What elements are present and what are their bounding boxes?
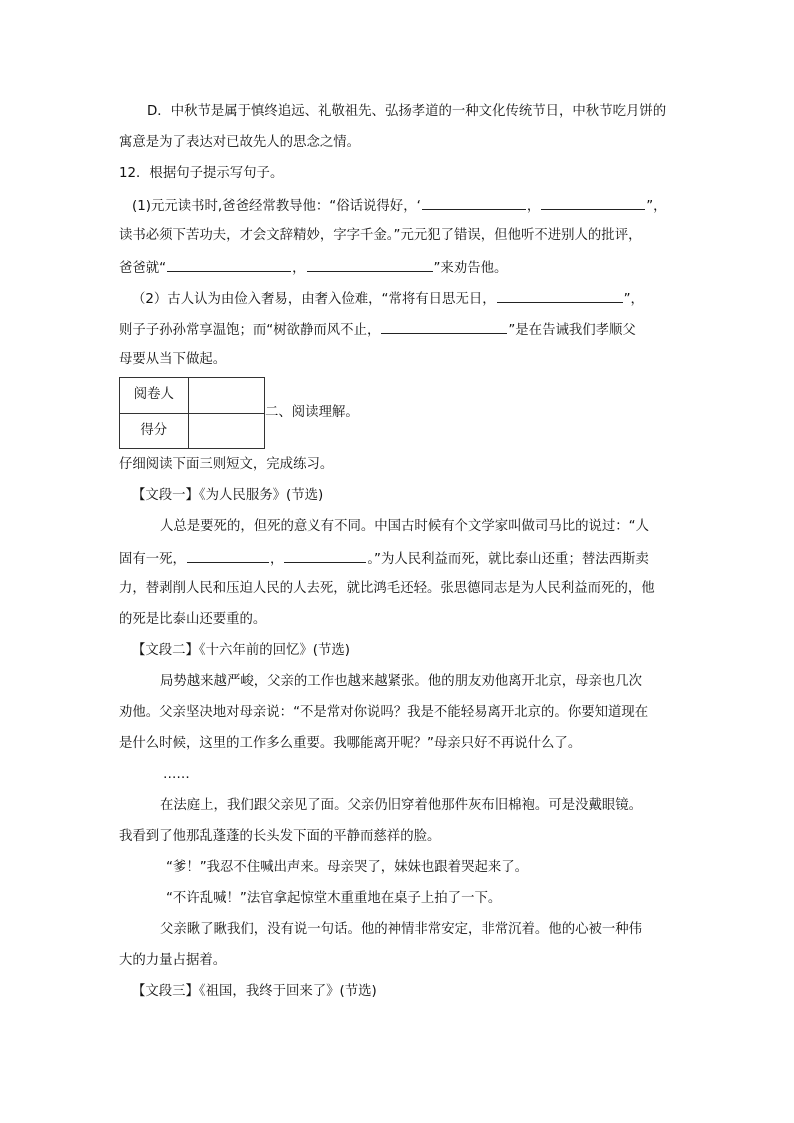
answer-blank-3[interactable] bbox=[167, 257, 291, 272]
answer-blank-5[interactable] bbox=[497, 288, 623, 303]
option-d-line-1: D．中秋节是属于慎终追远、礼敬祖先、弘扬孝道的一种文化传统节日，中秋节吃月饼的 bbox=[147, 104, 667, 119]
passage-2-ellipsis: …… bbox=[163, 767, 190, 782]
passage-1-text-c: 。”为人民利益而死，就比泰山还重；替法西斯卖 bbox=[367, 552, 649, 567]
answer-blank-2[interactable] bbox=[541, 195, 645, 210]
q12-part1-text-b: ， bbox=[526, 199, 541, 214]
q12-part2-line-3: 母要从当下做起。 bbox=[119, 352, 227, 367]
q12-part2-text-c: 则子子孙孙常享温饱；而“树欲静而风不止， bbox=[119, 323, 381, 338]
reviewer-label: 阅卷人 bbox=[120, 378, 189, 414]
q12-part1-text-c: ”， bbox=[646, 199, 667, 214]
section-2-title: 二、阅读理解。 bbox=[265, 405, 359, 420]
q12-part1-text-d: 爸爸就“ bbox=[119, 261, 167, 276]
passage-2-line-3: 是什么时候，这里的工作多么重要。我哪能离开呢？”母亲只好不再说什么了。 bbox=[119, 736, 582, 751]
passage-2-line-4: 在法庭上，我们跟父亲见了面。父亲仍旧穿着他那件灰布旧棉袍。可是没戴眼镜。 bbox=[160, 798, 643, 813]
passage-2-line-2: 劝他。父亲坚决地对母亲说：“不是常对你说吗？我是不能轻易离开北京的。你要知道现在 bbox=[119, 705, 649, 720]
answer-blank-1[interactable] bbox=[422, 195, 526, 210]
answer-blank-7[interactable] bbox=[187, 548, 269, 563]
q12-part1-text-e: ， bbox=[292, 261, 306, 276]
score-label: 得分 bbox=[120, 413, 189, 449]
q12-part1-text-a: (1)元元读书时,爸爸经常教导他：“俗话说得好，‘ bbox=[132, 199, 421, 214]
passage-1-line-4: 的死是比泰山还要重的。 bbox=[119, 612, 267, 627]
passage-2-line-5: 我看到了他那乱蓬蓬的长头发下面的平静而慈祥的脸。 bbox=[119, 829, 441, 844]
question-12-title: 12．根据句子提示写句子。 bbox=[119, 166, 284, 181]
passage-1-text-a: 固有一死， bbox=[119, 552, 186, 567]
q12-part1-line-2: 读书必须下苦功夫，才会文辞精妙，字字千金。”元元犯了错误，但他听不进别人的批评， bbox=[119, 228, 642, 243]
q12-part2-line-2 bbox=[119, 319, 636, 339]
passage-2-line-8: 父亲瞅了瞅我们，没有说一句话。他的神情非常安定，非常沉着。他的心被一种伟 bbox=[160, 922, 643, 937]
passage-2-line-9: 大的力量占据着。 bbox=[119, 953, 227, 968]
q12-part2-line-1 bbox=[132, 288, 644, 308]
passage-1-heading: 【文段一】《为人民服务》(节选) bbox=[132, 488, 324, 503]
answer-blank-8[interactable] bbox=[284, 548, 366, 563]
q12-part2-text-a: （2）古人认为由俭入奢易，由奢入俭难，“常将有日思无日， bbox=[132, 292, 496, 307]
answer-blank-6[interactable] bbox=[381, 319, 507, 334]
passage-2-line-1: 局势越来越严峻，父亲的工作也越来越紧张。他的朋友劝他离开北京，母亲也几次 bbox=[160, 674, 643, 689]
passage-1-line-3: 力，替剥削人民和压迫人民的人去死，就比鸿毛还轻。张思德同志是为人民利益而死的，他 bbox=[119, 581, 655, 596]
passage-1-line-2 bbox=[119, 548, 649, 568]
reviewer-field[interactable] bbox=[188, 378, 264, 414]
score-box bbox=[119, 377, 265, 449]
section-2-instruction: 仔细阅读下面三则短文，完成练习。 bbox=[119, 457, 334, 472]
answer-blank-4[interactable] bbox=[307, 257, 433, 272]
q12-part1-line-3 bbox=[119, 257, 507, 277]
passage-2-heading: 【文段二】《十六年前的回忆》(节选) bbox=[132, 643, 350, 658]
passage-2-line-7: “不许乱喊！”法官拿起惊堂木重重地在桌子上拍了一下。 bbox=[166, 891, 502, 906]
passage-3-heading: 【文段三】《祖国，我终于回来了》(节选) bbox=[132, 984, 377, 999]
q12-part1-line-1 bbox=[132, 195, 667, 215]
passage-2-line-6: “爹！”我忍不住喊出声来。母亲哭了，妹妹也跟着哭起来了。 bbox=[166, 860, 529, 875]
option-d-line-2: 寓意是为了表达对已故先人的思念之情。 bbox=[119, 135, 361, 150]
passage-1-text-b: ， bbox=[269, 552, 284, 567]
q12-part2-text-d: ”是在告诫我们孝顺父 bbox=[508, 323, 636, 338]
passage-1-line-1: 人总是要死的，但死的意义有不同。中国古时候有个文学家叫做司马比的说过：“人 bbox=[160, 519, 649, 534]
q12-part1-text-f: ”来劝告他。 bbox=[433, 261, 508, 276]
score-field[interactable] bbox=[188, 413, 264, 449]
q12-part2-text-b: ”， bbox=[623, 292, 644, 307]
